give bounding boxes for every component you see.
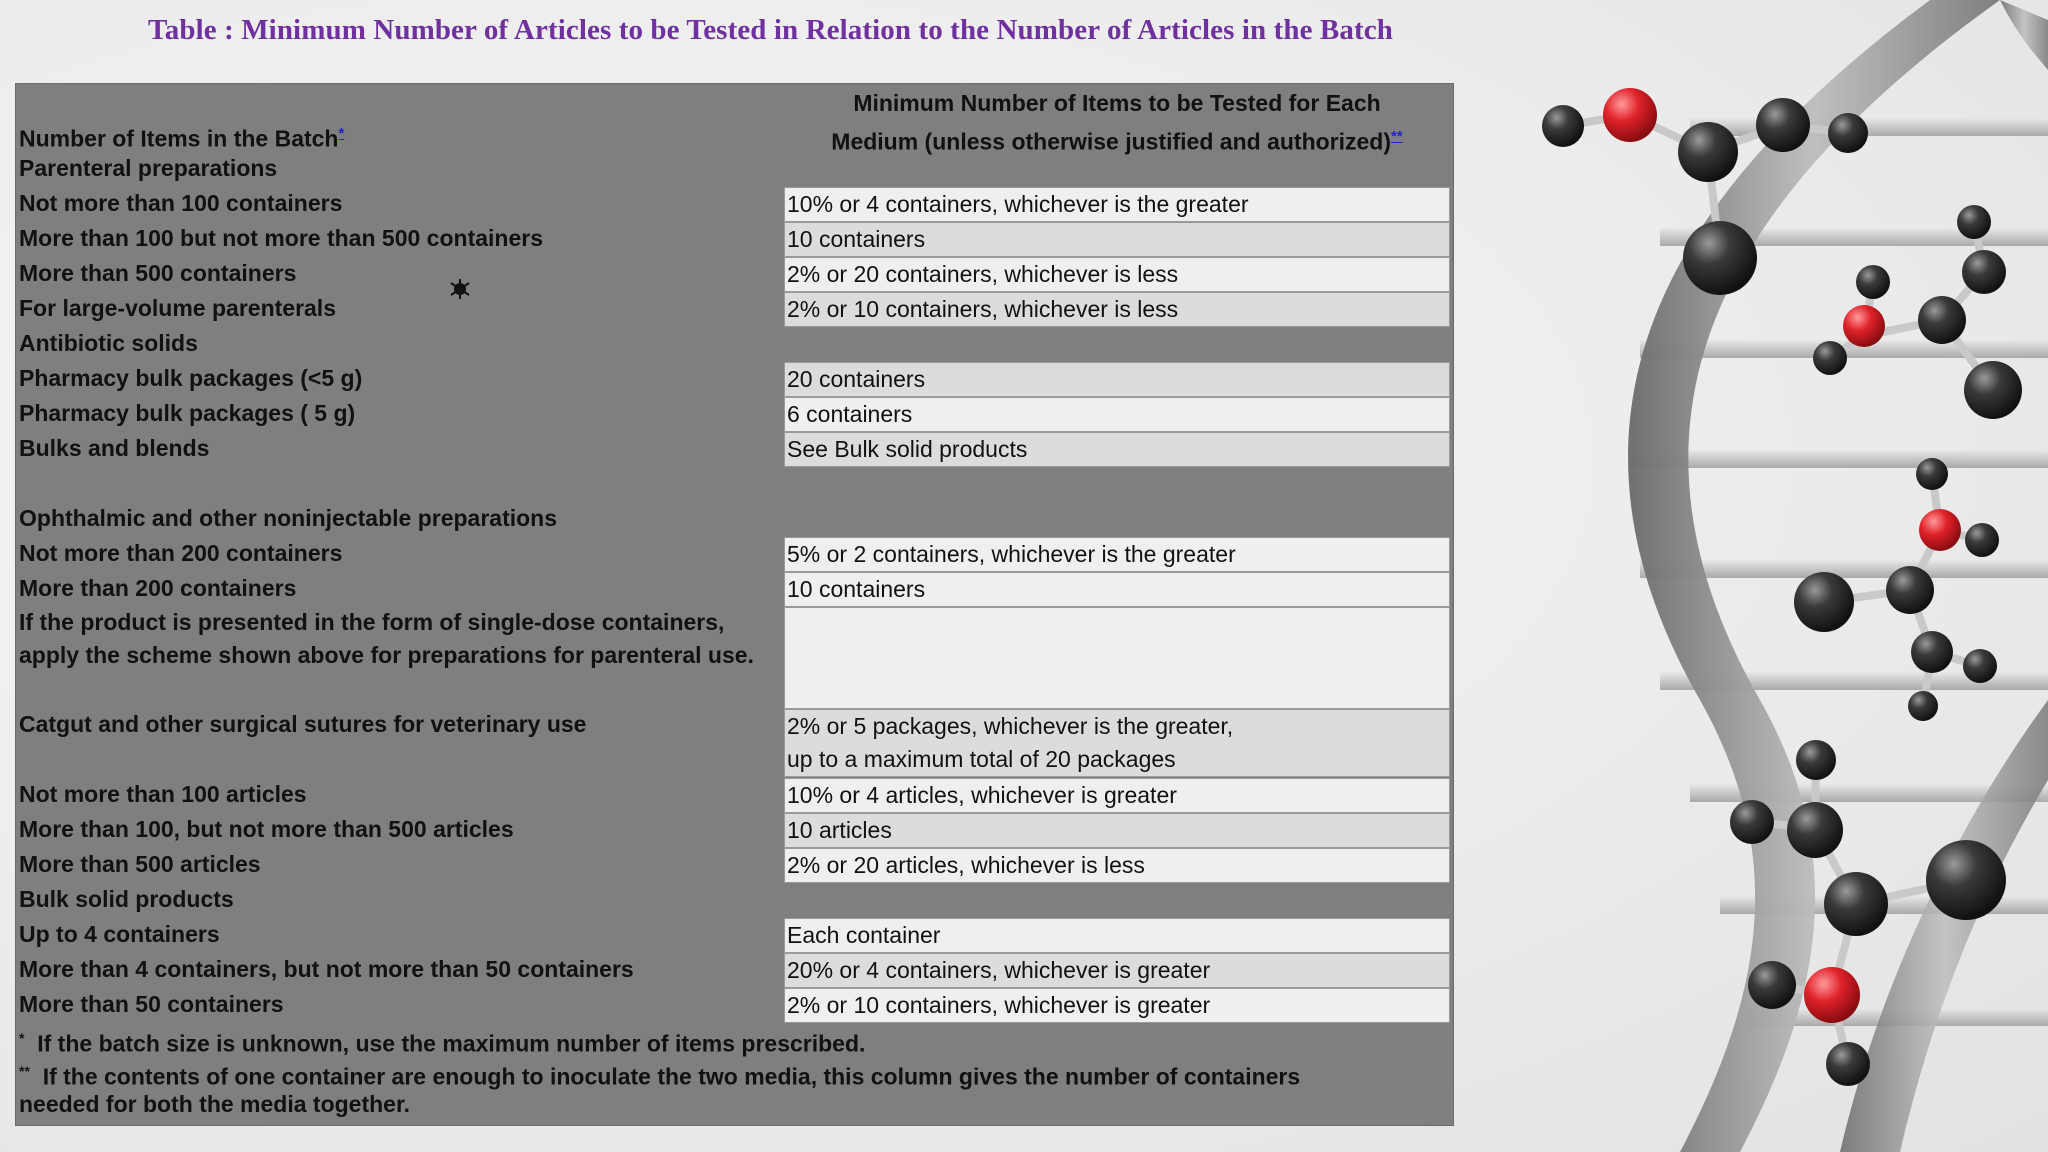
row-value: 2% or 20 containers, whichever is less <box>784 257 1450 292</box>
footnote-1-mark: * <box>19 1030 25 1046</box>
footnote-2-mark: ** <box>19 1063 30 1079</box>
header-col-minimum <box>784 86 1450 159</box>
section-ophthalmic: Ophthalmic and other noninjectable preparations <box>19 505 558 531</box>
row-label: More than 500 articles <box>19 851 261 877</box>
row-value: See Bulk solid products <box>784 432 1450 467</box>
row-label-single-dose: If the product is presented in the form of single-dose containers, apply the scheme shown above for preparations for parenteral use. <box>19 609 754 668</box>
row-value: 20 containers <box>784 362 1450 397</box>
row-value-catgut <box>784 709 1450 777</box>
footnote-2: ** If the contents of one container are enough to inoculate the two media, this column gives the number of containers <box>19 1063 1301 1090</box>
row-value: 10 containers <box>784 222 1450 257</box>
header-col-batch: Number of Items in the Batch* <box>19 125 345 152</box>
table-panel <box>15 83 1454 1126</box>
row-label: Pharmacy bulk packages ( 5 g) <box>19 400 356 426</box>
row-label: For large-volume parenterals <box>19 295 336 321</box>
section-parenteral: Parenteral preparations <box>19 155 278 181</box>
section-antibiotic: Antibiotic solids <box>19 330 198 356</box>
row-value: 2% or 10 containers, whichever is less <box>784 292 1450 327</box>
footnote-link-2[interactable]: ** <box>1391 128 1403 145</box>
section-bulk-solid: Bulk solid products <box>19 886 234 912</box>
row-value: 2% or 20 articles, whichever is less <box>784 848 1450 883</box>
header-col-minimum-line1: Minimum Number of Items to be Tested for Each <box>853 90 1381 116</box>
row-label: Up to 4 containers <box>19 921 220 947</box>
row-value: 10% or 4 articles, whichever is greater <box>784 778 1450 813</box>
row-label: More than 100 but not more than 500 containers <box>19 225 543 251</box>
busy-cursor-icon <box>448 278 474 300</box>
row-label: More than 100, but not more than 500 articles <box>19 816 514 842</box>
row-label: Not more than 100 containers <box>19 190 343 216</box>
header-col-minimum-line2: Medium (unless otherwise justified and authorized)** <box>831 128 1403 155</box>
row-value: Each container <box>784 918 1450 953</box>
row-label: More than 500 containers <box>19 260 297 286</box>
row-value: 20% or 4 containers, whichever is greater <box>784 953 1450 988</box>
footnote-link-1[interactable]: * <box>338 125 345 142</box>
row-value-line2: up to a maximum total of 20 packages <box>787 746 1176 772</box>
row-label: Catgut and other surgical sutures for veterinary use <box>19 711 587 737</box>
slide-title: Table : Minimum Number of Articles to be Tested in Relation to the Number of Articles in the Batch <box>148 14 1393 46</box>
row-value: 6 containers <box>784 397 1450 432</box>
row-label: More than 50 containers <box>19 991 284 1017</box>
row-value-empty <box>784 607 1450 709</box>
row-label: Bulks and blends <box>19 435 210 461</box>
row-label: Pharmacy bulk packages (<5 g) <box>19 365 363 391</box>
footnote-1: * If the batch size is unknown, use the maximum number of items prescribed. <box>19 1030 866 1057</box>
row-value: 10 articles <box>784 813 1450 848</box>
row-label: More than 200 containers <box>19 575 297 601</box>
row-label: Not more than 100 articles <box>19 781 307 807</box>
row-value: 5% or 2 containers, whichever is the greater <box>784 537 1450 572</box>
dna-molecule-illustration <box>1460 0 2048 1152</box>
row-value: 2% or 10 containers, whichever is greater <box>784 988 1450 1023</box>
row-value: 10% or 4 containers, whichever is the greater <box>784 187 1450 222</box>
row-value-line1: 2% or 5 packages, whichever is the greater, <box>787 713 1234 739</box>
row-label: Not more than 200 containers <box>19 540 343 566</box>
footnote-2-continued: needed for both the media together. <box>19 1091 411 1117</box>
row-label: More than 4 containers, but not more than 50 containers <box>19 956 634 982</box>
row-value: 10 containers <box>784 572 1450 607</box>
